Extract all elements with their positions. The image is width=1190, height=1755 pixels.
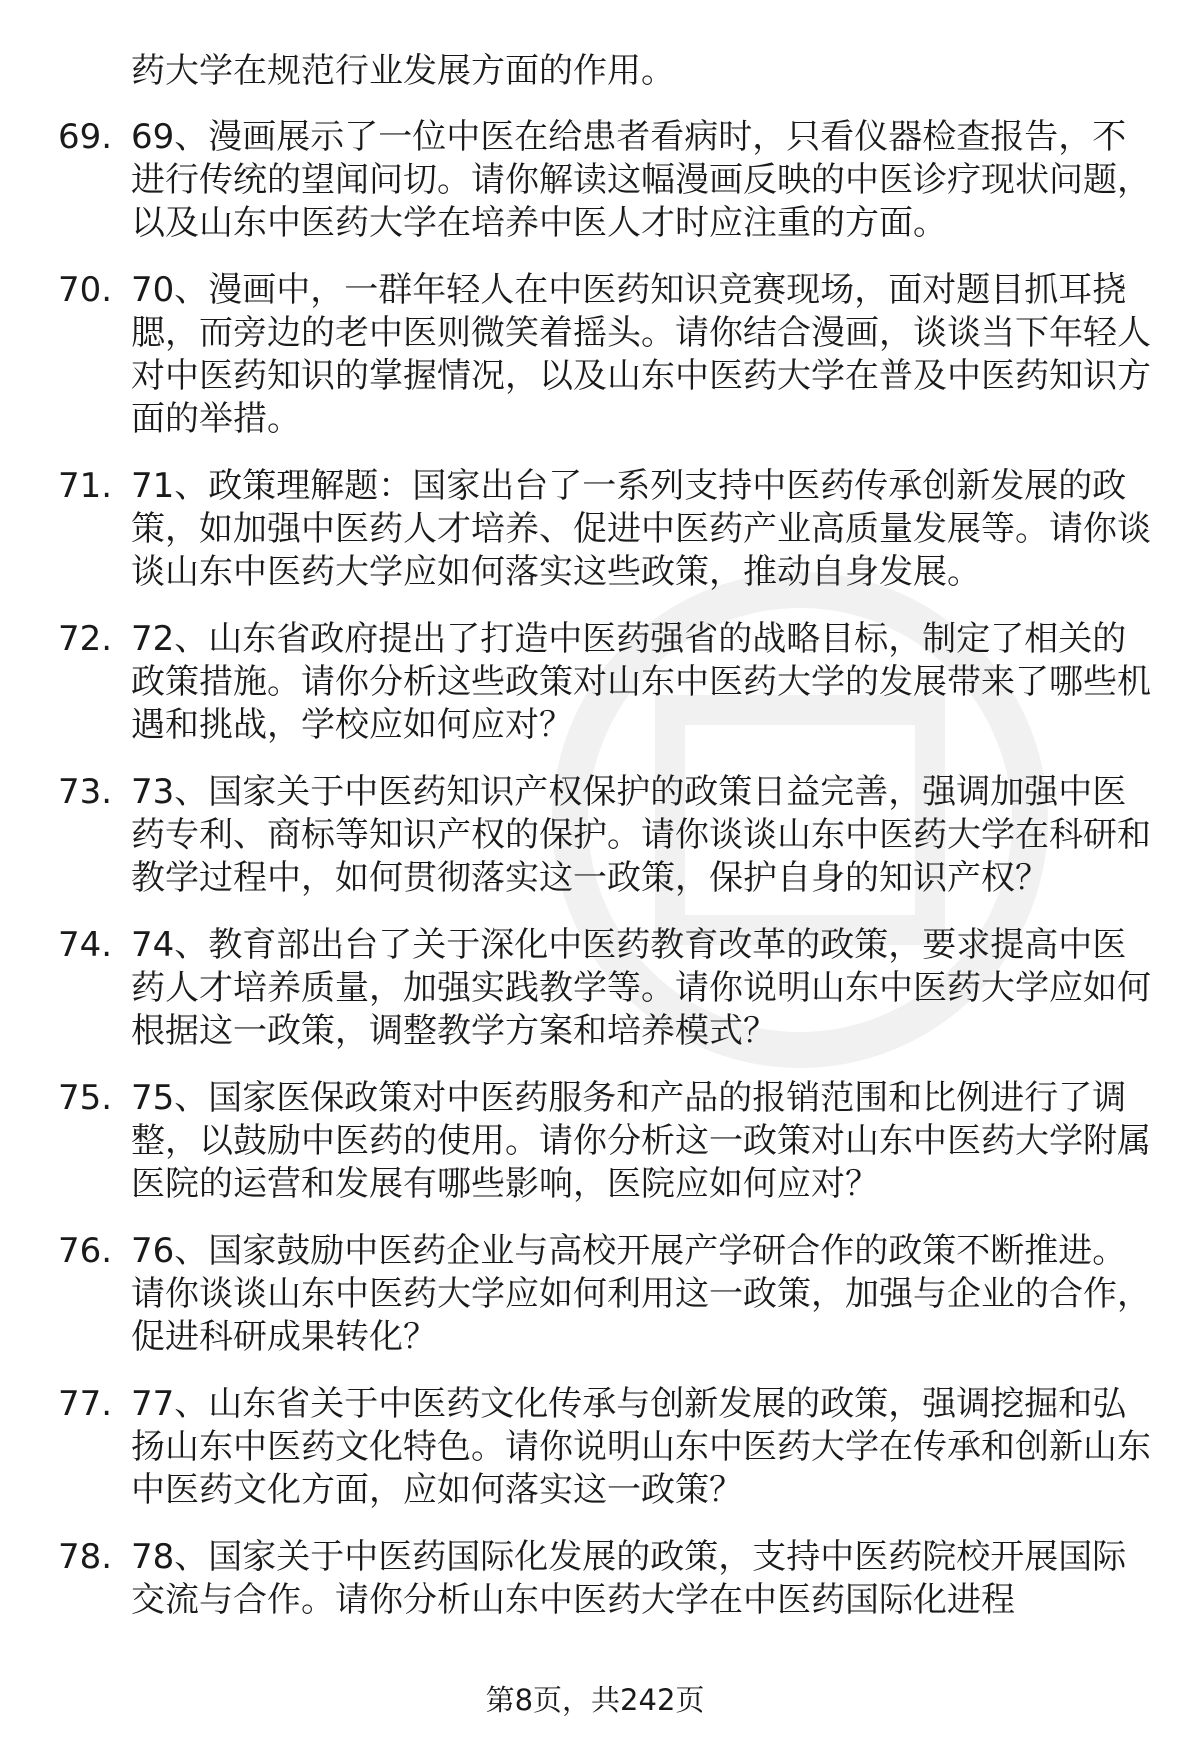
question-number: 78. (58, 1537, 113, 1577)
question-item-70 (58, 269, 1158, 441)
question-list (58, 116, 1158, 1646)
page-footer: 第8页，共242页 (485, 1683, 705, 1717)
question-item-78 (58, 1536, 1158, 1622)
question-number: 74. (58, 925, 113, 965)
question-text: 69、漫画展示了一位中医在给患者看病时，只看仪器检查报告，不进行传统的望闻问切。请你解读这幅漫画反映的中医诊疗现状问题，以及山东中医药大学在培养中医人才时应注重的方面。 (131, 117, 1151, 243)
question-item-69 (58, 116, 1158, 245)
question-number: 71. (58, 466, 113, 506)
question-number: 73. (58, 772, 113, 812)
question-number: 75. (58, 1078, 113, 1118)
question-item-71 (58, 465, 1158, 594)
question-text: 70、漫画中，一群年轻人在中医药知识竞赛现场，面对题目抓耳挠腮，而旁边的老中医则微笑着摇头。请你结合漫画，谈谈当下年轻人对中医药知识的掌握情况，以及山东中医药大学在普及中医药知识方面的举措。 (131, 270, 1151, 439)
question-text: 73、国家关于中医药知识产权保护的政策日益完善，强调加强中医药专利、商标等知识产权的保护。请你谈谈山东中医药大学在科研和教学过程中，如何贯彻落实这一政策，保护自身的知识产权？ (131, 772, 1151, 898)
question-text: 77、山东省关于中医药文化传承与创新发展的政策，强调挖掘和弘扬山东中医药文化特色。请你说明山东中医药大学在传承和创新山东中医药文化方面，应如何落实这一政策？ (131, 1384, 1151, 1510)
question-number: 77. (58, 1384, 113, 1424)
question-item-75 (58, 1077, 1158, 1206)
question-item-76 (58, 1230, 1158, 1359)
question-text: 72、山东省政府提出了打造中医药强省的战略目标，制定了相关的政策措施。请你分析这些政策对山东中医药大学的发展带来了哪些机遇和挑战，学校应如何应对？ (131, 619, 1151, 745)
question-item-73 (58, 771, 1158, 900)
question-item-74 (58, 924, 1158, 1053)
question-item-72 (58, 618, 1158, 747)
question-number: 76. (58, 1231, 113, 1271)
question-text: 75、国家医保政策对中医药服务和产品的报销范围和比例进行了调整，以鼓励中医药的使用。请你分析这一政策对山东中医药大学附属医院的运营和发展有哪些影响，医院应如何应对？ (131, 1078, 1151, 1204)
question-number: 70. (58, 270, 113, 310)
question-text: 74、教育部出台了关于深化中医药教育改革的政策，要求提高中医药人才培养质量，加强实践教学等。请你说明山东中医药大学应如何根据这一政策，调整教学方案和培养模式？ (131, 925, 1151, 1051)
question-number: 69. (58, 117, 113, 157)
question-item-77 (58, 1383, 1158, 1512)
continuation-text: 药大学在规范行业发展方面的作用。 (131, 51, 675, 91)
question-text: 71、政策理解题：国家出台了一系列支持中医药传承创新发展的政策，如加强中医药人才培养、促进中医药产业高质量发展等。请你谈谈山东中医药大学应如何落实这些政策，推动自身发展。 (131, 466, 1151, 592)
question-number: 72. (58, 619, 113, 659)
question-text: 76、国家鼓励中医药企业与高校开展产学研合作的政策不断推进。请你谈谈山东中医药大学应如何利用这一政策，加强与企业的合作，促进科研成果转化？ (131, 1231, 1151, 1357)
question-text: 78、国家关于中医药国际化发展的政策，支持中医药院校开展国际交流与合作。请你分析山东中医药大学在中医药国际化进程 (131, 1537, 1127, 1620)
